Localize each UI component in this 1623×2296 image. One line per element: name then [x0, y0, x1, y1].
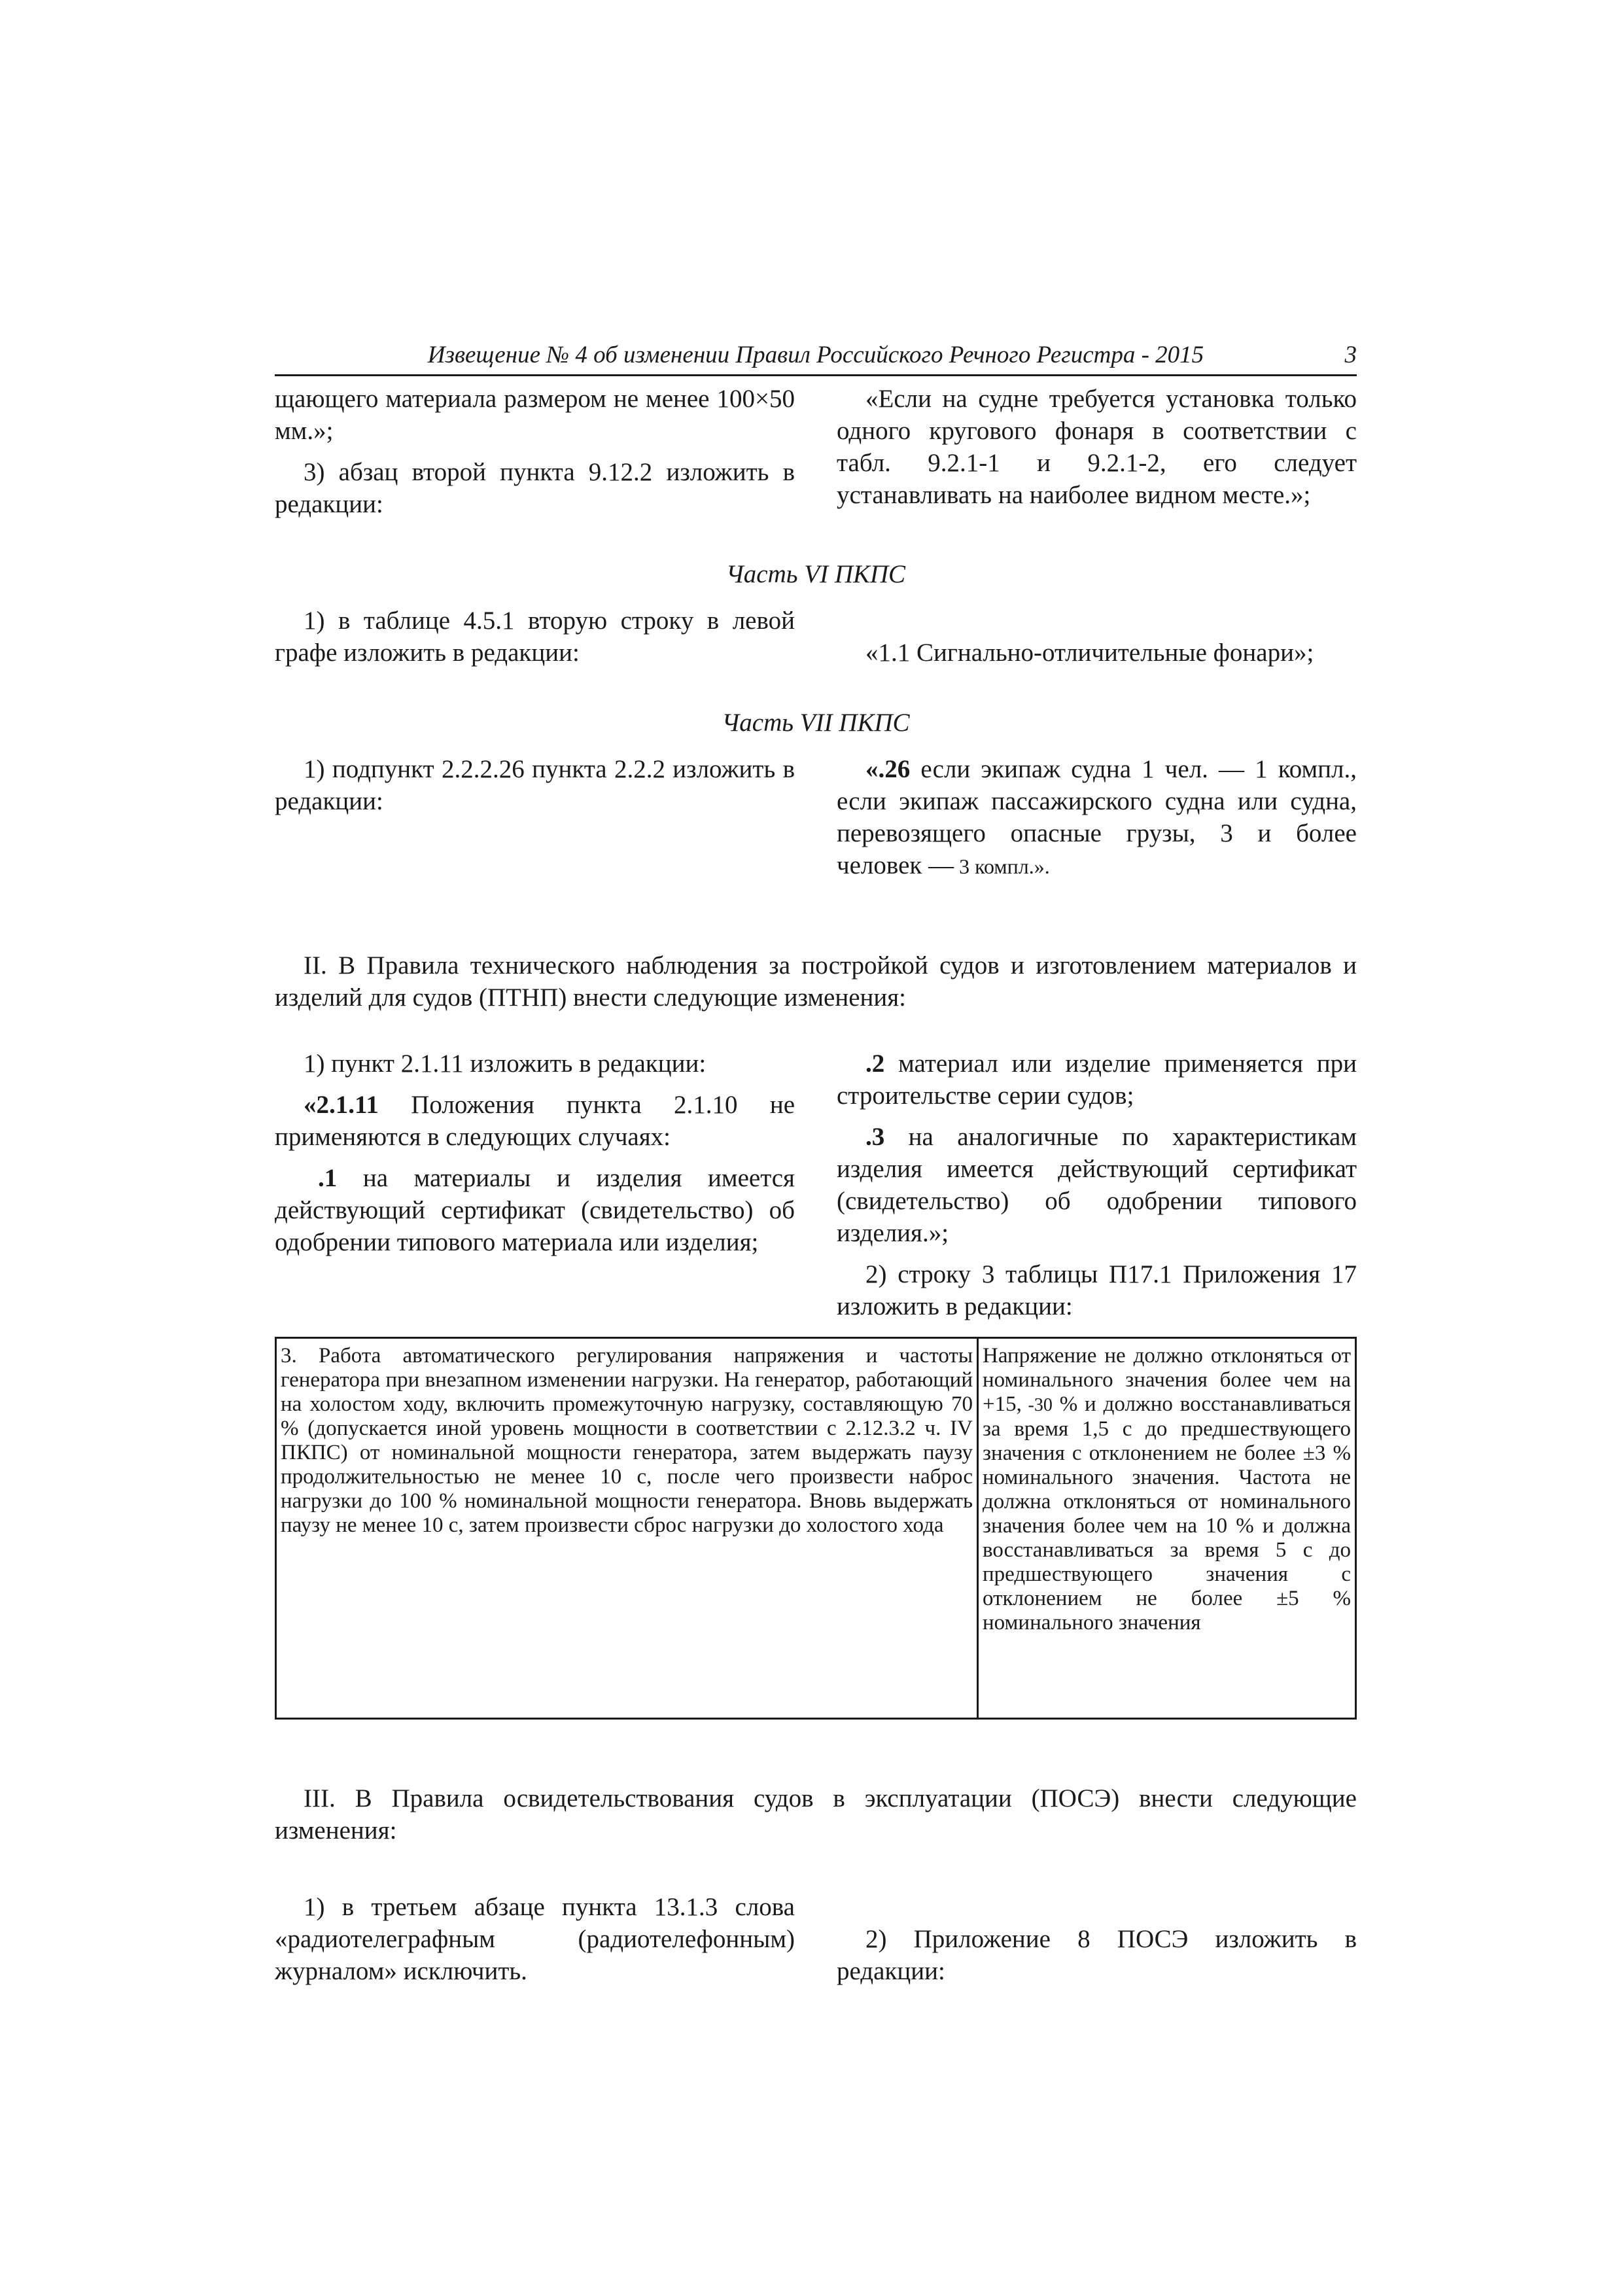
paragraph	[275, 1089, 795, 1153]
paragraph: «Если на судне требуется установка только одного кругового фонаря в соответствии с табл. 9.2.1-1 и 9.2.1-2, его следует устанавливать на наиболее видном месте.»;	[837, 385, 1357, 509]
paragraph	[275, 1162, 795, 1258]
part-6-columns	[275, 605, 1357, 678]
table-row	[276, 1338, 1356, 1719]
item-text: материал или изделие применяется при строительстве серии судов;	[837, 1050, 1357, 1110]
part-6-right	[837, 605, 1357, 678]
part-7-right	[837, 753, 1357, 892]
paragraph: «1.1 Сигнально-отличительные фонари»;	[865, 639, 1314, 667]
item-number: «.26	[865, 755, 911, 783]
part-6-left	[275, 605, 795, 678]
item-tail: 3 компл.».	[954, 855, 1050, 878]
paragraph: щающего материала размером не менее 100×50 мм.»;	[275, 385, 795, 445]
paragraph: 1) в таблице 4.5.1 вторую строку в левой графе изложить в редакции:	[275, 607, 795, 667]
item-number: «2.1.11	[304, 1091, 379, 1119]
paragraph: 2) строку 3 таблицы П17.1 Приложения 17 изложить в редакции:	[837, 1260, 1357, 1320]
cell-subvalue: -30	[1021, 1395, 1053, 1415]
item-text: на аналогичные по характеристикам изделия имеется действующий сертификат (свидетельство) об одобрении типового изделия.»;	[837, 1123, 1357, 1247]
paragraph	[837, 1048, 1357, 1112]
running-header	[275, 340, 1357, 376]
header-title: Извещение № 4 об изменении Правил Российского Речного Регистра - 2015	[427, 342, 1204, 368]
paragraph: 2) Приложение 8 ПОСЭ изложить в редакции:	[837, 1925, 1357, 1985]
section-2-right	[837, 1048, 1357, 1332]
paragraph	[837, 753, 1357, 883]
section-3-left	[275, 1891, 795, 1996]
item-text: Положения пункта 2.1.10 не применяются в следующих случаях:	[275, 1091, 795, 1151]
section-3-right	[837, 1891, 1357, 1996]
part-7-columns	[275, 753, 1357, 892]
document-page	[275, 340, 1357, 1996]
replacement-table	[275, 1337, 1357, 1720]
section-2-columns	[275, 1048, 1357, 1332]
section-3-heading: III. В Правила освидетельствования судов в эксплуатации (ПОСЭ) внести следующие изменения:	[275, 1784, 1357, 1845]
top-right-column	[837, 383, 1357, 520]
section-3-columns	[275, 1891, 1357, 1996]
part-6-heading: Часть VI ПКПС	[725, 560, 906, 588]
item-number: .2	[865, 1050, 885, 1078]
top-columns	[275, 383, 1357, 529]
section-2-heading: II. В Правила технического наблюдения за постройкой судов и изготовлением материалов и изделий для судов (ПТНП) внести следующие изменения:	[275, 951, 1357, 1012]
item-number: .3	[865, 1123, 885, 1151]
top-left-column	[275, 383, 795, 529]
page-number: 3	[1344, 342, 1357, 368]
cell-text: % и должно восстанавливаться за время 1,5 с до предшествующего значения с отклонением не более ±3 % номинального значения. Частота не должна отклоняться от номинального значения более чем на 10 % и должна восстанавливаться за время 5 с до предшествующего значения с отклонением не более ±5 % номинального значения	[983, 1392, 1351, 1634]
cell-text: Напряжение не должно отклоняться от номинального значения более чем на +15,	[983, 1344, 1351, 1416]
item-number: .1	[318, 1164, 338, 1192]
item-text: на материалы и изделия имеется действующий сертификат (свидетельство) об одобрении типового материала или изделия;	[275, 1164, 795, 1256]
item-text: если экипаж судна 1 чел. — 1 компл., если экипаж пассажирского судна или судна, перевозящего опасные грузы, 3 и более человек —	[837, 755, 1357, 879]
table-cell-requirement	[978, 1338, 1356, 1719]
paragraph: 1) пункт 2.1.11 изложить в редакции:	[304, 1050, 707, 1078]
part-7-heading: Часть VII ПКПС	[722, 709, 910, 737]
paragraph: 3) абзац второй пункта 9.12.2 изложить в редакции:	[275, 458, 795, 518]
paragraph: 1) подпункт 2.2.2.26 пункта 2.2.2 изложить в редакции:	[275, 755, 795, 815]
section-2-left	[275, 1048, 795, 1267]
paragraph	[837, 1121, 1357, 1249]
part-7-left	[275, 753, 795, 826]
table-cell-test: 3. Работа автоматического регулирования напряжения и частоты генератора при внезапном изменении нагрузки. На генератор, работающий на холостом ходу, включить промежуточную нагрузку, составляющую 70 % (допускается иной уровень мощности в соответствии с 2.12.3.2 ч. IV ПКПС) от номинальной мощности генератора, затем выдержать паузу продолжительностью не менее 10 с, после чего произвести наброс нагрузки до 100 % номинальной мощности генератора. Вновь выдержать паузу не менее 10 с, затем произвести сброс нагрузки до холостого хода	[276, 1338, 978, 1719]
paragraph: 1) в третьем абзаце пункта 13.1.3 слова «радиотелеграфным (радиотелефонным) журналом» исключить.	[275, 1893, 795, 1985]
